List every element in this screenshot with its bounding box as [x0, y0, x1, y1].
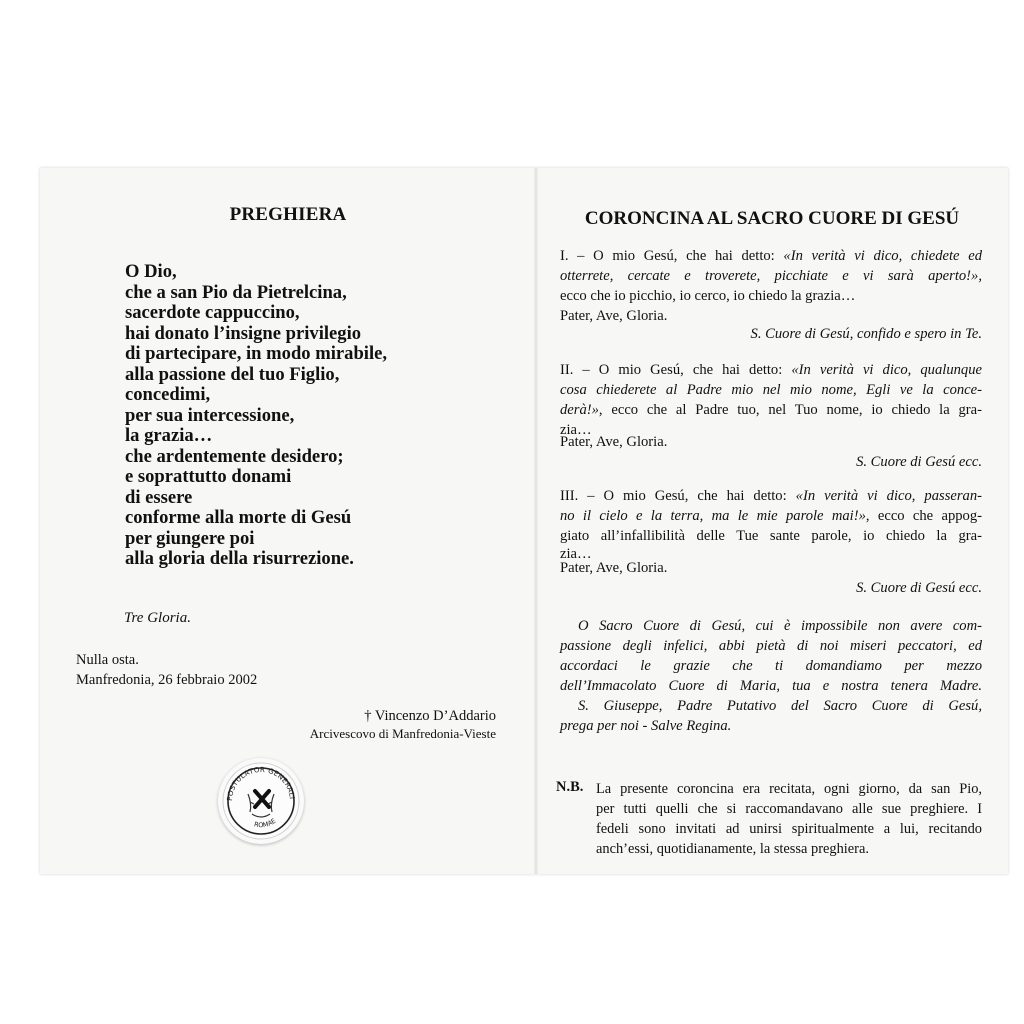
- section-3-line: zia…: [560, 546, 592, 562]
- section-2-response: Pater, Ave, Gloria.: [560, 434, 668, 450]
- sacred-heart-prayer-line: dell’Immacolato Cuore di Maria, tua e nostra tenera Madre.: [560, 678, 982, 694]
- section-1-line: I. – O mio Gesú, che hai detto: «In verità vi dico, chiedete ed: [560, 248, 982, 264]
- nb-line: anch’essi, quotidianamente, la stessa preghiera.: [596, 841, 869, 857]
- imprimatur: [76, 650, 257, 690]
- poem-line: di essere: [125, 486, 193, 508]
- section-1-line: ecco che io picchio, io cerco, io chiedo la grazia…: [560, 288, 856, 304]
- poem-line: la grazia…: [125, 425, 213, 446]
- nb-line: La presente coroncina era recitata, ogni giorno, da san Pio,: [596, 781, 982, 797]
- nb-line: per tutti quelli che si raccomandavano alle sue preghiere. I: [596, 801, 982, 817]
- prayer-title: PREGHIERA: [229, 204, 347, 225]
- section-2-line: zia…: [560, 422, 592, 438]
- poem-line: O Dio,: [125, 261, 177, 282]
- wax-seal-stamp-icon: [218, 758, 304, 844]
- svg-text:ROMAE: ROMAE: [253, 816, 278, 830]
- sacred-heart-prayer-line: accordaci le grazie che ti domandiamo per mezzo: [560, 658, 982, 674]
- section-3-line: giato all’infallibilità delle Tue sante parole, io chiedo la gra-: [560, 528, 982, 544]
- nulla-osta-line: Nulla osta.: [76, 652, 139, 668]
- poem-line: concedimi,: [125, 384, 211, 405]
- poem-line: che a san Pio da Pietrelcina,: [125, 281, 347, 303]
- poem-line: alla gloria della risurrezione.: [125, 548, 354, 569]
- poem-line: di partecipare, in modo mirabile,: [125, 343, 388, 364]
- section-2-line: derà!», ecco che al Padre tuo, nel Tuo nome, io chiedo la gra-: [560, 402, 982, 418]
- date-line: Manfredonia, 26 febbraio 2002: [76, 672, 258, 688]
- section-1-response: Pater, Ave, Gloria.: [560, 308, 668, 324]
- closing-instruction: Tre Gloria.: [124, 610, 191, 626]
- poem-line: per sua intercessione,: [125, 404, 295, 426]
- prayer-card: [40, 168, 1008, 874]
- poem-line: alla passione del tuo Figlio,: [125, 363, 340, 385]
- sacred-heart-prayer-line: passione degli infelici, abbi pietà di noi miseri peccatori, ed: [560, 638, 982, 654]
- coroncina-title: CORONCINA AL SACRO CUORE DI GESÚ: [584, 208, 960, 229]
- section-2-line: II. – O mio Gesú, che hai detto: «In verità vi dico, qualunque: [560, 362, 982, 378]
- seal-graphic: [218, 758, 304, 844]
- section-3-line: no il cielo e la terra, ma le mie parole mai!», ecco che appog-: [560, 508, 982, 524]
- sacred-heart-prayer-line: S. Giuseppe, Padre Putativo del Sacro Cuore di Gesú,: [578, 698, 982, 714]
- poem-line: che ardentemente desidero;: [125, 445, 344, 467]
- section-2-invocation: S. Cuore di Gesú ecc.: [856, 454, 982, 470]
- sacred-heart-prayer-line: O Sacro Cuore di Gesú, cui è impossibile non avere com-: [578, 618, 982, 634]
- signature-title: Arcivescovo di Manfredonia-Vieste: [309, 726, 496, 741]
- section-1-line: otterrete, cercate e troverete, picchiate e vi sarà aperto!»,: [560, 268, 982, 284]
- poem-line: conforme alla morte di Gesú: [125, 507, 352, 528]
- section-1-invocation: S. Cuore di Gesú, confido e spero in Te.: [750, 326, 982, 342]
- poem-line: e soprattutto donami: [125, 466, 292, 487]
- nb-line: fedeli sono invitati ad unirsi spiritualmente a lui, recitando: [596, 821, 982, 837]
- poem-line: per giungere poi: [125, 527, 255, 549]
- svg-text:POSTULATOR GENERALIS O.F.M. Ca: POSTULATOR GENERALI: [225, 765, 296, 802]
- nb-label: N.B.: [556, 779, 584, 795]
- prayer-poem: [125, 262, 387, 570]
- sacred-heart-prayer-line: prega per noi - Salve Regina.: [560, 718, 732, 734]
- poem-line: sacerdote cappuccino,: [125, 302, 300, 323]
- section-3-invocation: S. Cuore di Gesú ecc.: [856, 580, 982, 596]
- section-3-line: III. – O mio Gesú, che hai detto: «In verità vi dico, passeran-: [560, 488, 982, 504]
- section-2-line: cosa chiederete al Padre mio nel mio nome, Egli ve la conce-: [560, 382, 982, 398]
- section-3-response: Pater, Ave, Gloria.: [560, 560, 668, 576]
- left-panel: [40, 168, 536, 874]
- signature-name: † Vincenzo D’Addario: [364, 708, 496, 724]
- right-panel: [536, 168, 1008, 874]
- poem-line: hai donato l’insigne privilegio: [125, 322, 362, 344]
